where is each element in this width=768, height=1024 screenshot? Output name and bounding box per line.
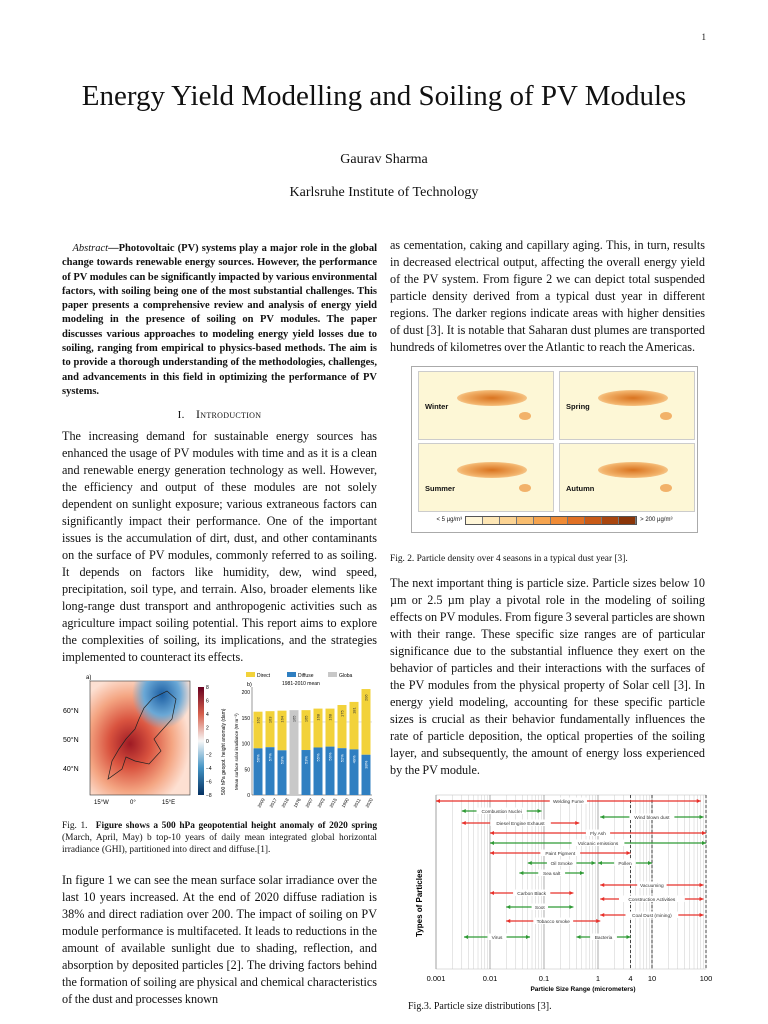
fig3-x-label: Particle Size Range (micrometers) (530, 986, 636, 993)
particle-label: Soot (534, 905, 545, 911)
season-map-spring (559, 371, 695, 440)
right-column (390, 237, 713, 1013)
particle-label: Volcanic emissions (577, 841, 619, 847)
particle-label: Combustion Nuclei (481, 809, 522, 815)
diffuse-percent-label: 53% (279, 756, 285, 765)
season-label: Summer (425, 484, 456, 493)
season-map-summer (418, 443, 554, 512)
particle-label: Bacteria (594, 935, 613, 941)
y-tick-label: 100 (241, 741, 250, 748)
legend-swatch (287, 672, 296, 677)
x-tick-label: 1 (595, 974, 601, 983)
particle-label: Tobacco smoke (536, 919, 570, 925)
dust-patch (519, 484, 531, 492)
figure-1-graphic (62, 670, 377, 816)
season-map-autumn (559, 443, 695, 512)
caption-label: Fig. 1. (62, 821, 88, 832)
scale-max-label: > 200 µg/m³ (640, 517, 673, 523)
x-tick-label: 0.01 (482, 974, 498, 983)
dust-plume (598, 390, 668, 406)
abstract-text: —Photovoltaic (PV) systems play a major role in the global change towards renewable energy sources. However, the performance of PV modules can be significantly impacted by various environmental factors, with soiling being one of the most substantial challenges. This paper presents a comprehensive review and analysis of energy yield modeling in the presence of soiling on PV modules. The paper discusses various approaches to modeling energy yield losses due to soiling, ranging from empirical to physics-based methods. The aim is to provide a thorough understanding of the methodologies, challenges, and advancements in this field in optimizing the performance of PV systems. (62, 243, 377, 397)
scale-swatch (483, 517, 500, 524)
legend-label: Direct (257, 673, 271, 680)
diffuse-percent-label: 52% (339, 754, 345, 763)
section-number: I. (177, 409, 185, 422)
x-tick-label: 2011 (352, 797, 362, 809)
map-panel-label: a) (86, 675, 92, 682)
y-tick-label: 200 (241, 690, 250, 697)
author: Gaurav Sharma (340, 152, 428, 167)
legend-swatch (246, 672, 255, 677)
diffuse-percent-label: 55% (315, 753, 321, 762)
colorbar-tick: 2 (206, 725, 209, 732)
abstract (62, 242, 377, 399)
scale-swatch (585, 517, 602, 524)
particle-label: Vacuuming (640, 883, 664, 889)
scale-swatch (534, 517, 551, 524)
right-top-paragraph: as cementation, caking and capillary aging. This, in turn, results in decreased electrical output, affecting the overall energy yield of the PV system. From figure 2 we can depict total suspended particle density derived from a typical dust year in different regions. The darker regions indicate areas with higher densities of dust [3]. It is notable that Saharan dust plumes are transported hundreds of kilometres over the Atlantic to reach the Americas. (390, 238, 705, 354)
global-value-label: 168 (327, 714, 333, 721)
dust-patch (660, 412, 672, 420)
density-scale (412, 513, 697, 527)
x-tick-label: 0.001 (426, 974, 446, 983)
caption-bold: Figure shows a 500 hPa geopotential height anomaly of 2020 spring (95, 821, 378, 832)
x-tick-label: 2007 (304, 797, 314, 809)
lat-label: 50°N (63, 737, 79, 745)
global-value-label: 163 (267, 716, 273, 724)
global-value-label: 164 (279, 716, 285, 723)
irradiance-bar-chart (234, 672, 374, 809)
global-value-label: 165 (303, 715, 309, 723)
particle-label: Pollen (618, 861, 632, 867)
scale-bar (465, 516, 637, 525)
intro-paragraph: The increasing demand for sustainable energy sources has enhanced the usage of PV modules with time and as it is a clean and renewable energy generation technology as well. However, the efficiency and output of these modules are not solely dependent on sunlight exposure; various extraneous factors can significantly impact their performance. One of the important issues is the accumulation of dirt, dust, and other contaminants on the surface of PV modules, commonly referred to as soiling. It depends on factors like humidity, dew, wind speed, precipitation, soil type, and terrain. Also, broader elements like long-range dust transport and anthropogenic activities such as agriculture impact soiling potential. This report aims to explore the complexities of soiling, its implications, and the strategies implemented to counteract its effects. (62, 429, 377, 665)
paper-title: Energy Yield Modelling and Soiling of PV Modules (81, 80, 687, 112)
figure-2 (411, 366, 698, 533)
dust-plume (457, 390, 527, 406)
particle-label: Diesel Engine Exhaust (496, 821, 545, 827)
lat-label: 60°N (63, 708, 79, 716)
global-value-label: 168 (315, 714, 321, 721)
y-tick-label: 0 (247, 793, 250, 800)
particle-label: Fly Ash (590, 831, 606, 837)
y-tick-label: 150 (241, 716, 250, 723)
lon-label: 15°E (162, 800, 176, 807)
section-title: Introduction (195, 407, 262, 422)
scale-swatch (517, 517, 534, 524)
diffuse-percent-label: 38% (363, 760, 369, 770)
diffuse-percent-label: 57% (267, 753, 273, 762)
x-tick-label: 10 (647, 974, 657, 983)
particle-size-chart (408, 787, 718, 997)
dust-patch (519, 412, 531, 420)
particle-label: Coal Dust (mining) (632, 913, 672, 919)
particle-label: Paint Pigment (545, 851, 576, 857)
scale-min-label: < 5 µg/m³ (436, 517, 463, 523)
particle-label: Virus (491, 935, 503, 941)
left-column (62, 242, 377, 1008)
season-map-winter (418, 371, 554, 440)
figure-1-caption (62, 820, 377, 856)
scale-swatch (568, 517, 585, 524)
x-tick-label: 2017 (268, 797, 278, 809)
x-tick-label: 1990 (340, 797, 350, 809)
global-value-label: 181 (351, 707, 357, 715)
season-label: Spring (566, 402, 590, 411)
particle-label: Sea salt (543, 871, 561, 877)
colorbar-tick: 8 (206, 685, 209, 692)
diffuse-percent-label: 49% (351, 755, 357, 764)
scale-swatch (500, 517, 517, 524)
colorbar (198, 687, 204, 795)
x-tick-label: 0.1 (538, 974, 550, 983)
x-tick-label: 1976 (292, 797, 302, 809)
fig1-discussion-paragraph: In figure 1 we can see the mean surface solar irradiance over the last 10 years increased. At the end of 2020 diffuse radiation is 38% and direct radiation over 200. The impact of soiling on PV module performance is multifaceted. It leads to reductions in the amount of available sunlight due to shading, reflection, and absorption by deposited particles [2]. The driving factors behind the formation of soiling are physical and chemical characteristics of the dust and processes known (62, 873, 377, 1007)
particle-label: Carbon Black (517, 891, 547, 897)
colorbar-tick: −8 (206, 793, 212, 800)
colorbar-tick: 4 (206, 712, 209, 719)
legend-label: Globa (339, 673, 353, 680)
x-tick-label: 100 (699, 974, 713, 983)
global-value-label: 206 (363, 694, 369, 702)
page-number: 1 (701, 32, 706, 42)
bar-panel-label: b) (247, 682, 252, 689)
legend-mean-label: 1981-2010 mean (282, 681, 320, 688)
season-label: Winter (425, 402, 449, 411)
scale-swatch (466, 517, 483, 524)
x-tick-label: 4 (628, 974, 633, 983)
figure-3 (408, 787, 718, 997)
legend-swatch (328, 672, 337, 677)
colorbar-tick: 6 (206, 698, 209, 705)
dust-plume (457, 462, 527, 478)
diffuse-percent-label: 56% (327, 752, 333, 761)
y-axis-label: Mean surface solar irradiance (W m⁻²) (234, 713, 239, 791)
colorbar-tick: −4 (206, 766, 212, 773)
scale-swatch (619, 517, 636, 524)
figure-1 (62, 670, 377, 816)
x-tick-label: 2018 (280, 797, 290, 809)
legend-label: Diffuse (298, 673, 314, 680)
figure-2-caption: Fig. 2. Particle density over 4 seasons in a typical dust year [3]. (390, 554, 628, 564)
colorbar-tick: −6 (206, 779, 212, 786)
affiliation: Karlsruhe Institute of Technology (289, 185, 479, 200)
particle-label: Construction Activities (628, 897, 676, 903)
colorbar-label: 500 hPa geopot. height anomaly (dam) (221, 708, 227, 796)
scale-swatch (551, 517, 568, 524)
season-label: Autumn (566, 484, 595, 493)
fig3-y-label: Types of Particles (415, 869, 424, 937)
particle-label: Wind blown dust (634, 815, 670, 821)
diffuse-percent-label: 53% (303, 756, 309, 765)
global-value-label: 162 (255, 717, 261, 724)
scale-swatch (602, 517, 619, 524)
dust-patch (660, 484, 672, 492)
y-tick-label: 50 (244, 767, 250, 774)
caption-text: (March, April, May) b top-10 years of daily mean integrated global horizontal irradiance (GHI), partitioned into direct and diffuse.[1]. (62, 833, 377, 856)
abstract-label: Abstract (72, 243, 109, 254)
x-tick-label: 2015 (328, 797, 338, 809)
lon-label: 15°W (94, 800, 109, 807)
particle-size-paragraph: The next important thing is particle size. Particle sizes below 10 µm or 2.5 µm play a pivotal role in the modeling of soiling effects on PV modules. From figure 3 several particles are shown with their range. These specific size ranges are of particular significance due to the substantial influence they exert on the behavior of particles and their interactions with the surfaces of the PV modules from the physical property of Solar cell [3]. In energy yield modeling, accounting for these specific particle sizes is crucial as their behavior fundamentally influences the rate of particle deposition, the optical properties of the soiling layer, and subsequently, the amount of energy loss experienced by the PV module. (390, 576, 705, 777)
section-heading (62, 407, 377, 422)
particle-label: Oil Smoke (550, 861, 573, 867)
colorbar-tick: 0 (206, 739, 209, 746)
lon-label: 0° (130, 800, 136, 807)
figure-3-caption: Fig.3. Particle size distributions [3]. (408, 1001, 552, 1012)
dust-plume (598, 462, 668, 478)
x-tick-label: 2009 (256, 797, 266, 809)
x-tick-label: 2020 (364, 797, 374, 809)
x-tick-label: 2003 (316, 797, 326, 809)
diffuse-percent-label: 56% (255, 754, 261, 763)
lat-label: 40°N (63, 766, 79, 774)
colorbar-tick: −2 (206, 752, 212, 759)
global-value-label: 165 (291, 715, 297, 723)
particle-label: Welding Fume (552, 799, 584, 805)
global-value-label: 175 (339, 710, 345, 718)
